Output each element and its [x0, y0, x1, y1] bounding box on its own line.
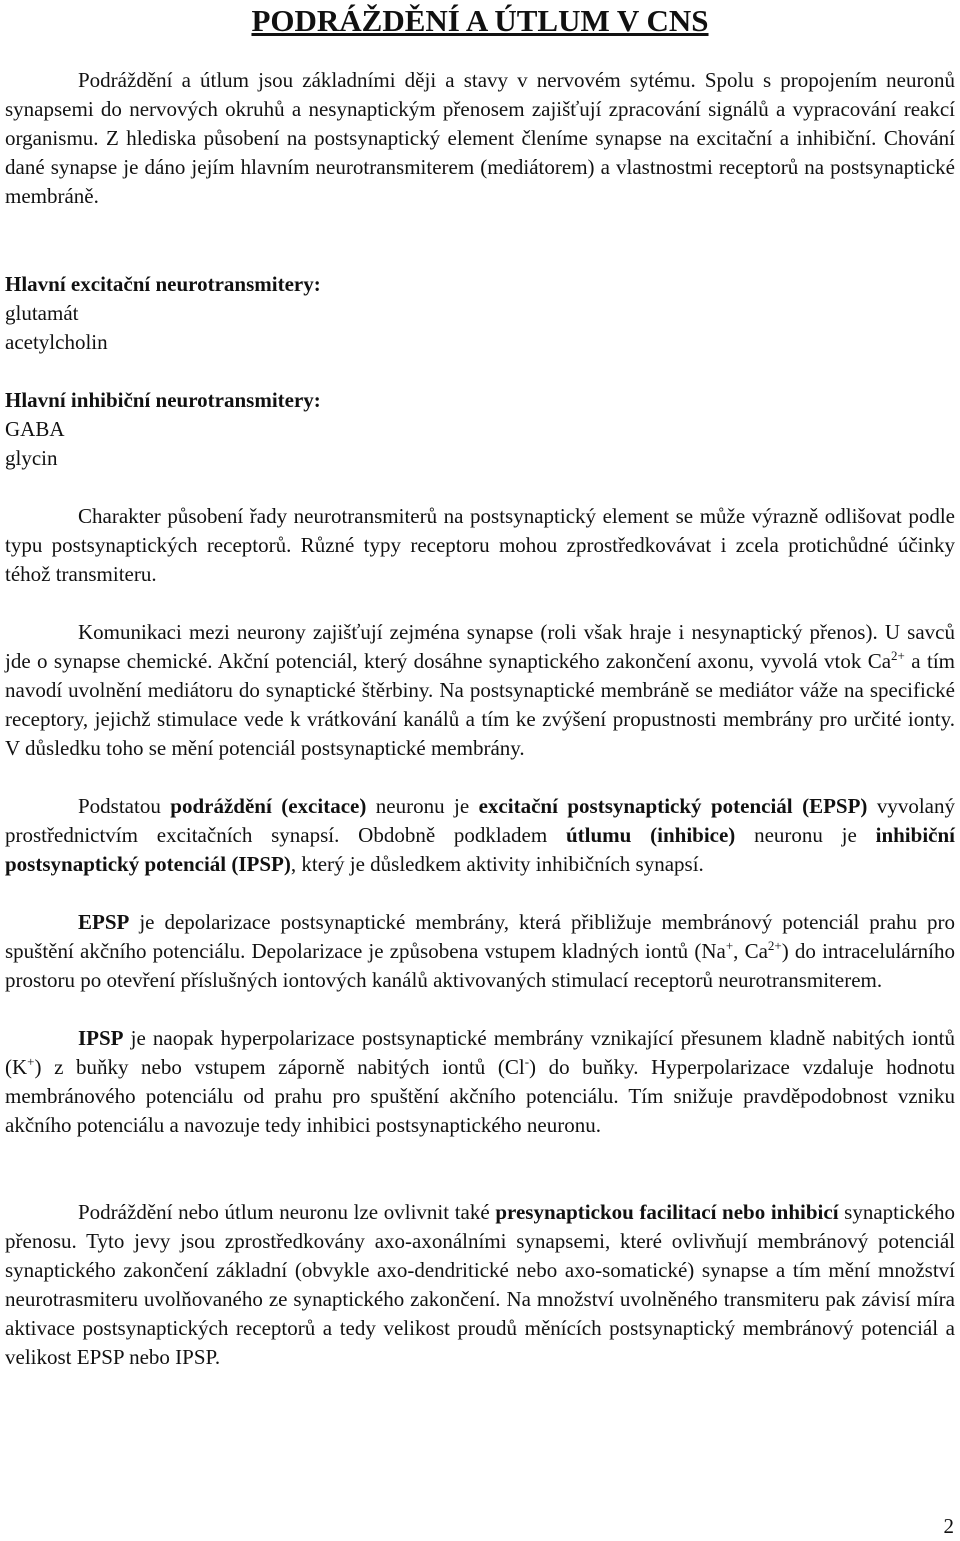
superscript: 2+	[891, 648, 905, 663]
presynaptic-term: presynaptickou facilitací nebo inhibicí	[495, 1200, 839, 1224]
ipsp-paragraph: IPSP je naopak hyperpolarizace postsynaptické membrány vznikající přesunem kladně nabitých iontů (K+) z buňky nebo vstupem záporně nabitých iontů (Cl-) do buňky. Hyperpolarizace vzdaluje hodnotu membránového potenciálu od prahu pro spuštění akčního potenciálu. Tím snižuje pravděpodobnost vzniku akčního potenciálu a navozuje tedy inhibici postsynaptického neuronu.	[5, 1026, 955, 1137]
page-title: PODRÁŽDĚNÍ A ÚTLUM V CNS	[251, 3, 709, 38]
superscript: 2+	[767, 938, 782, 953]
epsp-term: excitační postsynaptický potenciál (EPSP)	[478, 794, 868, 818]
excitatory-heading: Hlavní excitační neurotransmitery:	[5, 272, 321, 296]
communication-paragraph: Komunikaci mezi neurony zajišťují zejména synapse (roli však hraje i nesynaptický přenos). U savců jde o synapse chemické. Akční potenciál, který dosáhne synaptického zakončení axonu, vyvolá vtok $Ca^{2+}$ a tím navodí uvolnění mediátoru do synaptické štěrbiny. Na postsynaptické membráně se mediátor váže na specifické receptory, jejichž stimulace vede k vrátkování kanálů a tím ke zvýšení propustnosti membrány pro určité ionty. V důsledku toho se mění potenciál postsynaptické membrány.	[5, 620, 955, 760]
excitatory-section	[5, 270, 955, 357]
superscript: +	[27, 1054, 35, 1069]
epsp-paragraph: EPSP je depolarizace postsynaptické membrány, která přibližuje membránový potenciál prahu pro spuštění akčního potenciálu. Depolarizace je způsobena vstupem kladných iontů (Na+, $Ca^{2+}$) do intracelulárního prostoru po otevření příslušných iontových kanálů aktivovaných stimulací receptorů neurotransmiterem.	[5, 910, 956, 992]
character-paragraph: Charakter působení řady neurotransmiterů na postsynaptický element se může výrazně odlišovat podle typu postsynaptických receptorů. Různé typy receptoru mohou zprostředkovávat i zcela protichůdné účinky téhož transmiteru.	[5, 504, 955, 586]
inhibitory-section	[5, 386, 955, 473]
excitatory-item-glutamate: glutamát	[5, 301, 79, 325]
excitatory-item-acetylcholine: acetylcholin	[5, 330, 108, 354]
inhibitory-item-gaba: GABA	[5, 417, 65, 441]
page-number: 2	[943, 1514, 954, 1538]
inhibitory-heading: Hlavní inhibiční neurotransmitery:	[5, 388, 321, 412]
inhibitory-item-glycine: glycin	[5, 446, 58, 470]
epsp-label: EPSP	[78, 910, 130, 934]
presynaptic-paragraph: Podráždění nebo útlum neuronu lze ovlivnit také presynaptickou facilitací nebo inhibicí synaptického přenosu. Tyto jevy jsou zprostředkovány axo-axonálními synapsemi, které ovlivňují membránový potenciál synaptického zakončení základní (obvykle axo-dendritické nebo axo-somatické) synapse a tím mění množství neurotrasmiteru uvolňovaného ze synaptického zakončení. Na množství uvolněného transmiteru pak závisí míra aktivace postsynaptických receptorů a tedy velikost proudů měnících postsynaptický membránový potenciál a velikost EPSP nebo IPSP.	[5, 1200, 955, 1369]
ipsp-term: inhibiční postsynaptický potenciál (IPSP)	[5, 823, 955, 876]
superscript: +	[725, 938, 734, 953]
intro-paragraph: Podráždění a útlum jsou základními ději a stavy v nervovém sytému. Spolu s propojením neuronů synapsemi do nervových okruhů a nesynaptickým přenosem zajišťují zpracování signálů a vypracování reakcí organismu. Z hlediska působení na postsynaptický element členíme synapse na excitační a inhibiční. Chování dané synapse je dáno jejím hlavním neurotransmiterem (mediátorem) a vlastnostmi receptorů na postsynaptické membráně.	[5, 68, 955, 208]
superscript: -	[524, 1054, 530, 1069]
basis-paragraph: Podstatou podráždění (excitace) neuronu je excitační postsynaptický potenciál (EPSP) vyvolaný prostřednictvím excitačních synapsí. Obdobně podkladem útlumu (inhibice) neuronu je inhibiční postsynaptický potenciál (IPSP), který je důsledkem aktivity inhibičních synapsí.	[5, 794, 955, 876]
inhibition-term: útlumu (inhibice)	[566, 823, 736, 847]
ipsp-label: IPSP	[78, 1026, 124, 1050]
excitation-term: podráždění (excitace)	[170, 794, 367, 818]
